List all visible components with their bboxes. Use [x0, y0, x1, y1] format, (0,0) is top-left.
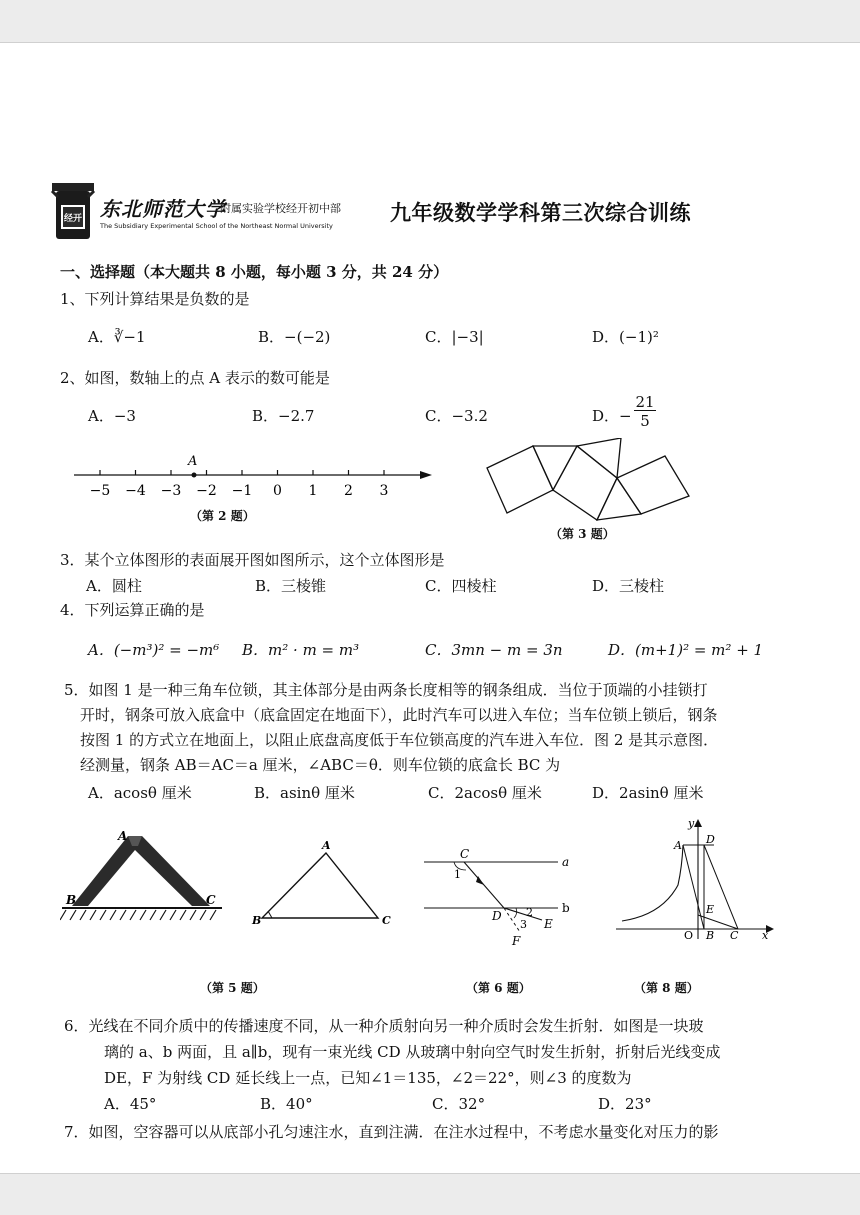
school-name-cn: 附属实验学校经开初中部 — [220, 202, 341, 215]
question-6-line-3: DE，F 为射线 CD 延长线上一点，已知∠1＝135，∠2＝22°，则∠3 的度数为 — [104, 1069, 632, 1087]
axis-arrow — [420, 471, 432, 479]
point-a — [192, 473, 197, 478]
diagram-label-c: C — [382, 914, 391, 927]
q2-option-d-denominator: 5 — [640, 412, 650, 430]
fig6-label-1: 1 — [454, 868, 461, 881]
question-4-stem: 4．下列运算正确的是 — [60, 601, 205, 619]
question-5-line-1: 5．如图 1 是一种三角车位锁，其主体部分是由两条长度相等的钢条组成．当位于顶端的小挂锁打 — [64, 681, 708, 699]
fig8-label-b: B — [706, 929, 715, 940]
fig8-label-x: x — [762, 929, 769, 940]
q1-option-d: D．(−1)² — [592, 328, 659, 346]
question-5-line-3: 按图 1 的方式立在地面上，以阻止底盘高度低于车位锁高度的汽车进入车位．图 2 是其示意图． — [80, 731, 719, 749]
photo-label-a: A — [118, 829, 128, 843]
net-triangle-2 — [597, 478, 641, 520]
coordinate-figure — [612, 815, 782, 940]
net-triangle-1 — [533, 446, 577, 490]
fig6-label-a: a — [562, 855, 570, 869]
q5-option-c: C．2acosθ 厘米 — [428, 784, 542, 802]
question-6-line-1: 6．光线在不同介质中的传播速度不同，从一种介质射向另一种介质时会发生折射．如图是一块玻 — [64, 1017, 704, 1035]
fig6-label-f: F — [512, 934, 521, 948]
fig6-label-c: C — [460, 848, 470, 861]
section-heading: 一、选择题（本大题共 8 小题，每小题 3 分，共 24 分） — [60, 263, 449, 281]
photo-label-b: B — [66, 893, 77, 907]
q2-option-c: C．−3.2 — [425, 407, 488, 425]
q4-option-a: A．(−m³)² = −m⁶ — [88, 641, 220, 659]
fig8-label-y: y — [688, 817, 695, 830]
q3-option-a: A．圆柱 — [86, 577, 142, 595]
question-5-line-4: 经测量，钢条 AB＝AC＝a 厘米，∠ABC＝θ．则车位锁的底盒长 BC 为 — [80, 756, 561, 774]
q5-option-a: A．acosθ 厘米 — [88, 784, 192, 802]
fig8-label-a: A — [674, 839, 682, 852]
triangle-diagram — [248, 838, 398, 933]
fig8-label-e: E — [706, 903, 715, 916]
question-7-line-1: 7．如图，空容器可以从底部小孔匀速注水，直到注满．在注水过程中，不考虑水量变化对压力的影 — [64, 1123, 719, 1141]
q6-option-d: D．23° — [598, 1095, 652, 1113]
diagram-label-a: A — [322, 839, 331, 852]
fig8-label-o: O — [684, 929, 694, 940]
q3-option-c: C．四棱柱 — [425, 577, 497, 595]
q6-option-a: A．45° — [104, 1095, 157, 1113]
fig6-label-3: 3 — [520, 918, 527, 931]
fig8-label-c: C — [730, 929, 739, 940]
q6-option-c: C．32° — [432, 1095, 486, 1113]
fig6-label-d: D — [492, 909, 502, 923]
caption-q2: （第 2 题） — [190, 509, 255, 523]
q2-option-d-numerator: 21 — [635, 393, 655, 411]
q6-option-b: B．40° — [260, 1095, 313, 1113]
prism-net-figure — [485, 438, 710, 528]
number-line-tick-label: 3 — [379, 483, 389, 499]
fig6-label-e: E — [544, 917, 553, 931]
exam-title: 九年级数学学科第三次综合训练 — [390, 201, 691, 225]
question-2-stem: 2、如图，数轴上的点 A 表示的数可能是 — [60, 369, 330, 387]
q1-option-b: B．−(−2) — [258, 328, 331, 346]
number-line-tick-label: −1 — [231, 483, 253, 499]
school-name-en: The Subsidiary Experimental School of the Northeast Normal University — [100, 222, 333, 230]
number-line-tick-label: −5 — [89, 483, 111, 499]
number-line-tick-label: −2 — [196, 483, 217, 499]
q2-option-d: D．− — [592, 407, 632, 425]
question-5-line-2: 开时，钢条可放入底盒中（底盒固定在地面下），此时汽车可以进入车位；当车位锁上锁后，钢条 — [80, 706, 718, 724]
net-square-2b — [577, 438, 621, 478]
q1-option-c: C．|−3| — [425, 328, 484, 346]
caption-q8: （第 8 题） — [634, 981, 699, 995]
q2-option-a: A．−3 — [88, 407, 136, 425]
caption-q5: （第 5 题） — [200, 981, 265, 995]
seal-text: 经开 — [63, 214, 83, 224]
q4-option-c: C．3mn − m = 3n — [425, 641, 563, 659]
number-line-tick-label: 1 — [308, 483, 318, 499]
diagram-label-b: B — [252, 914, 262, 927]
caption-q6: （第 6 题） — [466, 981, 531, 995]
photo-label-c: C — [206, 893, 216, 907]
q1-option-a: A．∛−1 — [88, 328, 146, 346]
question-3-stem: 3．某个立体图形的表面展开图如图所示，这个立体图形是 — [60, 551, 445, 569]
number-line-tick-label: −3 — [160, 483, 182, 499]
university-name: 东北师范大学 — [100, 197, 226, 221]
net-square-3 — [617, 456, 689, 514]
school-seal-icon — [50, 183, 96, 241]
question-6-line-2: 璃的 a、b 两面，且 a∥b，现有一束光线 CD 从玻璃中射向空气时发生折射，折射后光线变成 — [104, 1043, 721, 1061]
exam-page — [0, 42, 860, 1174]
q2-option-b: B．−2.7 — [252, 407, 315, 425]
fig6-label-2: 2 — [526, 906, 533, 919]
q5-option-d: D．2asinθ 厘米 — [592, 784, 704, 802]
net-square-1 — [487, 446, 553, 513]
net-square-2 — [553, 446, 617, 520]
point-a-label: A — [188, 454, 198, 469]
number-line-tick-label: 0 — [273, 483, 282, 499]
q5-option-b: B．asinθ 厘米 — [254, 784, 355, 802]
fig6-label-b: b — [562, 901, 570, 915]
q3-option-b: B．三棱锥 — [255, 577, 327, 595]
number-line-tick-label: 2 — [344, 483, 353, 499]
number-line-tick-label: −4 — [125, 483, 146, 499]
q3-option-d: D．三棱柱 — [592, 577, 665, 595]
caption-q3: （第 3 题） — [550, 527, 615, 541]
number-line-figure — [70, 445, 440, 505]
q4-option-b: B．m² · m = m³ — [242, 641, 360, 659]
parking-lock-photo — [60, 828, 225, 938]
refraction-figure — [420, 848, 580, 958]
q4-option-d: D．(m+1)² = m² + 1 — [608, 641, 764, 659]
fig8-label-d: D — [706, 833, 715, 846]
question-1-stem: 1、下列计算结果是负数的是 — [60, 290, 250, 308]
